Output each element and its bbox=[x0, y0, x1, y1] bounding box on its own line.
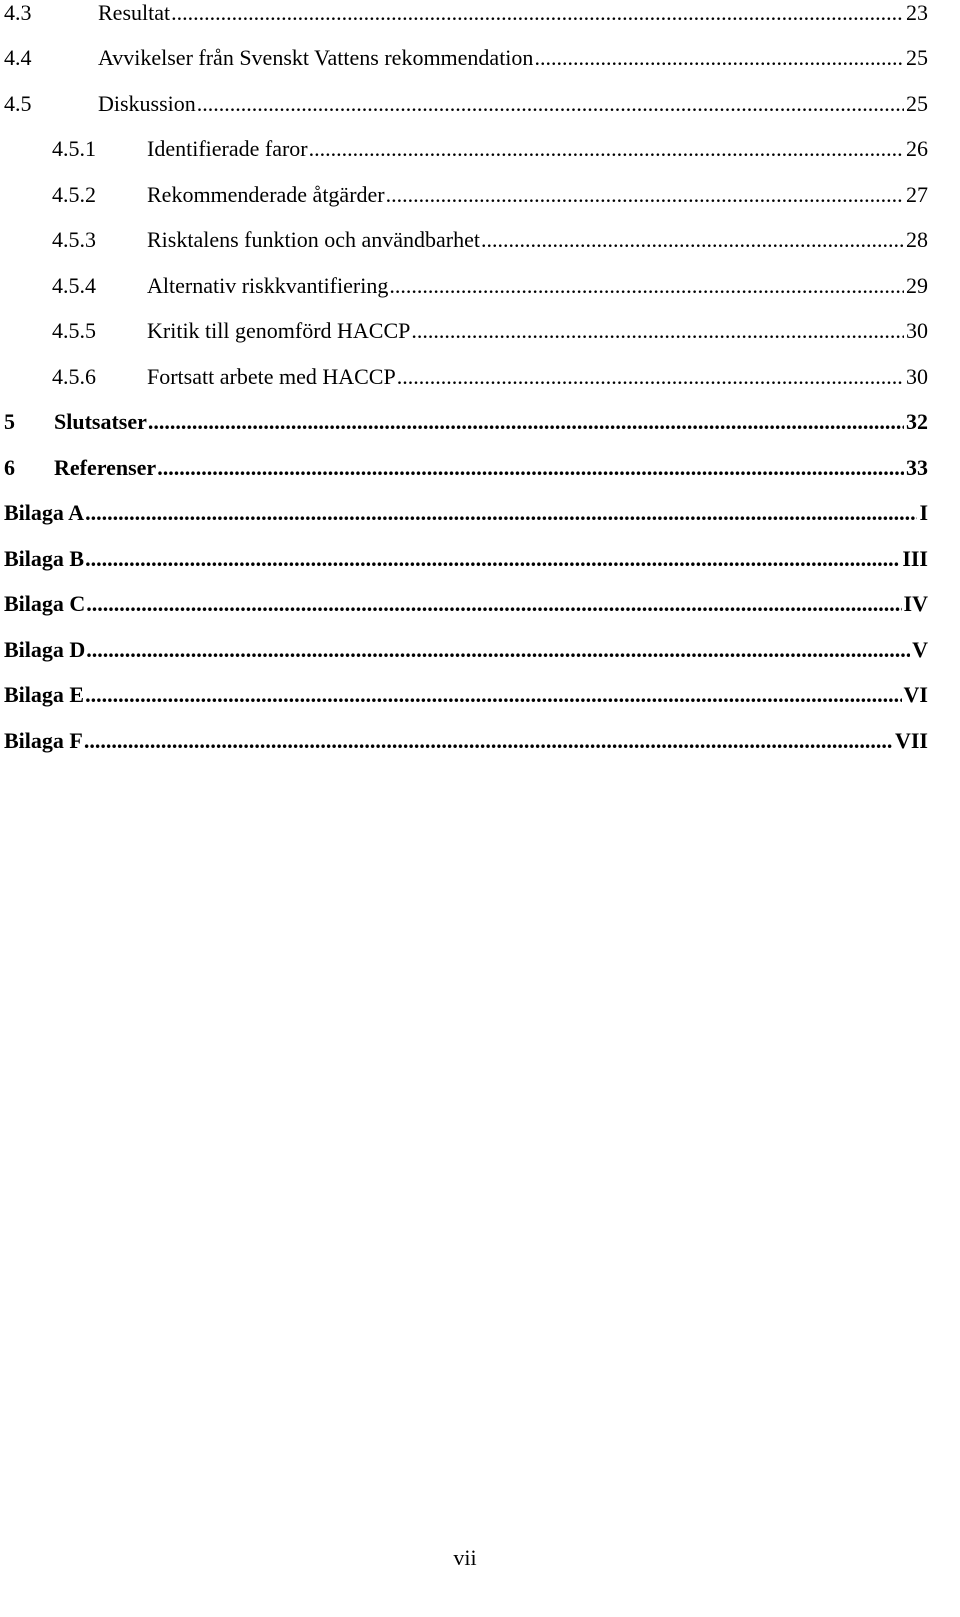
toc-entry-title: Diskussion bbox=[98, 90, 196, 116]
toc-entry-page: VI bbox=[903, 682, 928, 708]
toc-entry-appendix[interactable] bbox=[4, 673, 928, 719]
toc-entry-page: IV bbox=[903, 591, 928, 617]
toc-entry-page: 23 bbox=[906, 0, 928, 25]
toc-entry-page: 26 bbox=[906, 136, 928, 162]
toc-entry[interactable] bbox=[4, 81, 928, 127]
toc-dot-leader bbox=[148, 411, 904, 433]
toc-dot-leader bbox=[85, 502, 917, 524]
toc-entry-page: 30 bbox=[906, 363, 928, 389]
toc-entry-number: 4.5.1 bbox=[52, 136, 96, 162]
toc-entry-number: 4.5.5 bbox=[52, 318, 96, 344]
toc-entry-title: Identifierade faror bbox=[147, 136, 308, 162]
toc-entry-title: Bilaga E bbox=[4, 682, 85, 708]
toc-entry-appendix[interactable] bbox=[4, 536, 928, 582]
toc-entry-number: 6 bbox=[4, 454, 15, 480]
toc-entry[interactable] bbox=[4, 445, 928, 491]
toc-entry-page: V bbox=[912, 636, 928, 662]
toc-entry-title: Bilaga A bbox=[4, 500, 85, 526]
toc-entry-number: 5 bbox=[4, 409, 15, 435]
table-of-contents bbox=[4, 0, 928, 764]
toc-entry-page: 25 bbox=[906, 45, 928, 71]
toc-dot-leader bbox=[197, 93, 904, 115]
toc-dot-leader bbox=[309, 138, 904, 160]
toc-entry-page: 25 bbox=[906, 90, 928, 116]
toc-dot-leader bbox=[534, 47, 904, 69]
toc-entry[interactable] bbox=[4, 400, 928, 446]
toc-entry-number: 4.5.2 bbox=[52, 181, 96, 207]
toc-entry-page: 30 bbox=[906, 318, 928, 344]
toc-dot-leader bbox=[386, 184, 904, 206]
toc-entry-appendix[interactable] bbox=[4, 718, 928, 764]
toc-entry[interactable] bbox=[4, 309, 928, 355]
toc-entry[interactable] bbox=[4, 127, 928, 173]
toc-entry-page: I bbox=[919, 500, 928, 526]
toc-entry[interactable] bbox=[4, 0, 928, 36]
toc-entry-number: 4.5 bbox=[4, 90, 32, 116]
toc-entry-page: 29 bbox=[906, 272, 928, 298]
toc-entry-appendix[interactable] bbox=[4, 627, 928, 673]
toc-dot-leader bbox=[481, 229, 904, 251]
toc-entry-page: 33 bbox=[906, 454, 928, 480]
toc-dot-leader bbox=[86, 593, 901, 615]
toc-entry-number: 4.3 bbox=[4, 0, 32, 25]
toc-entry-title: Fortsatt arbete med HACCP bbox=[147, 363, 396, 389]
toc-entry-page: VII bbox=[894, 727, 928, 753]
toc-entry-page: 32 bbox=[906, 409, 928, 435]
toc-entry-title: Risktalens funktion och användbarhet bbox=[147, 227, 480, 253]
toc-entry-page: III bbox=[902, 545, 928, 571]
toc-entry-title: Resultat bbox=[98, 0, 171, 25]
toc-entry-title: Bilaga D bbox=[4, 636, 86, 662]
toc-dot-leader bbox=[411, 320, 904, 342]
toc-dot-leader bbox=[397, 366, 904, 388]
toc-entry-title: Bilaga B bbox=[4, 545, 85, 571]
toc-entry[interactable] bbox=[4, 36, 928, 82]
toc-entry-number: 4.5.4 bbox=[52, 272, 96, 298]
toc-dot-leader bbox=[157, 457, 904, 479]
toc-entry-page: 28 bbox=[906, 227, 928, 253]
toc-dot-leader bbox=[86, 639, 910, 661]
toc-entry-title: Bilaga C bbox=[4, 591, 86, 617]
toc-entry-title: Alternativ riskkvantifiering bbox=[147, 272, 389, 298]
toc-entry-appendix[interactable] bbox=[4, 491, 928, 537]
toc-entry-title: Referenser bbox=[54, 454, 157, 480]
toc-entry[interactable] bbox=[4, 172, 928, 218]
toc-dot-leader bbox=[389, 275, 904, 297]
page-number: vii bbox=[453, 1545, 477, 1570]
toc-entry-title: Rekommenderade åtgärder bbox=[147, 181, 385, 207]
toc-entry[interactable] bbox=[4, 218, 928, 264]
toc-entry-title: Kritik till genomförd HACCP bbox=[147, 318, 411, 344]
toc-dot-leader bbox=[85, 684, 901, 706]
toc-entry[interactable] bbox=[4, 354, 928, 400]
toc-entry-number: 4.5.3 bbox=[52, 227, 96, 253]
toc-dot-leader bbox=[171, 2, 904, 24]
toc-entry[interactable] bbox=[4, 263, 928, 309]
toc-entry-title: Bilaga F bbox=[4, 727, 83, 753]
toc-entry-title: Slutsatser bbox=[54, 409, 147, 435]
toc-entry-page: 27 bbox=[906, 181, 928, 207]
toc-entry-number: 4.5.6 bbox=[52, 363, 96, 389]
toc-entry-appendix[interactable] bbox=[4, 582, 928, 628]
toc-entry-number: 4.4 bbox=[4, 45, 32, 71]
toc-dot-leader bbox=[85, 548, 900, 570]
toc-entry-title: Avvikelser från Svenskt Vattens rekommendation bbox=[98, 45, 534, 71]
toc-dot-leader bbox=[84, 730, 893, 752]
